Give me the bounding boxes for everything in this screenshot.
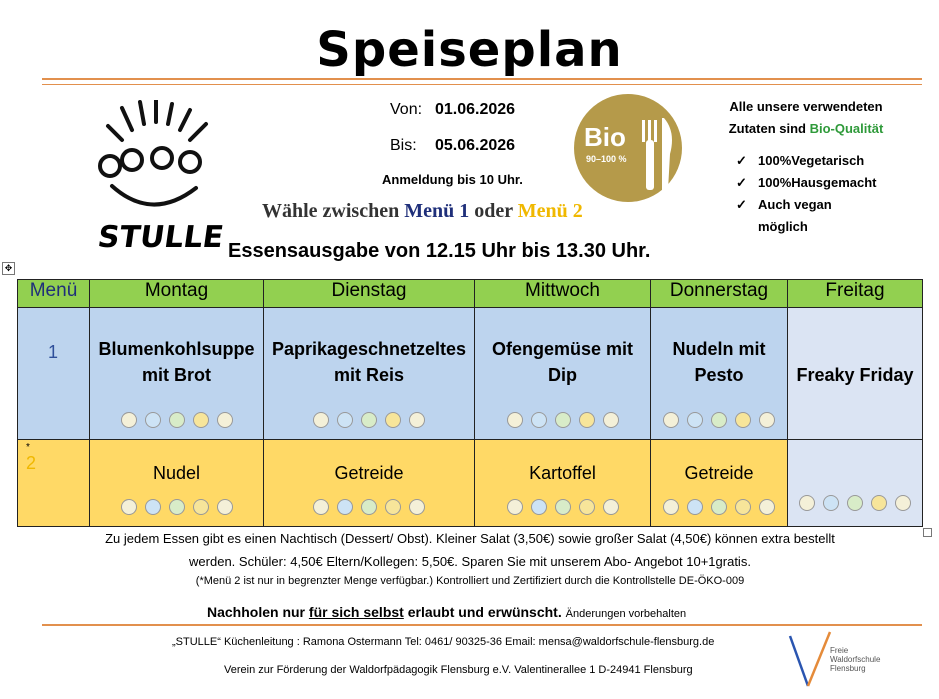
table-header-row: [18, 280, 923, 308]
header-mittwoch: Mittwoch: [475, 280, 651, 308]
feature-item: [736, 150, 877, 172]
allergen-icons: [90, 412, 263, 433]
allergen-icon: [735, 499, 751, 515]
allergen-icon: [121, 499, 137, 515]
allergen-icon: [687, 499, 703, 515]
bio-note-prefix: Zutaten sind: [728, 121, 810, 136]
allergen-icons: [651, 412, 787, 433]
von-label: Von:: [390, 101, 423, 118]
bio-note-line2: [716, 118, 896, 140]
menu2-freitag: [788, 439, 923, 526]
choice-middle: oder: [469, 200, 518, 222]
menu2-mittwoch: [475, 439, 651, 526]
dish-label: Ofengemüse mit Dip: [491, 339, 634, 386]
smiley-face-icon: [92, 100, 222, 230]
feature-item: [736, 194, 848, 238]
choice-menu2: Menü 2: [517, 200, 583, 222]
allergen-icons: [475, 412, 650, 433]
school-name-line: Waldorfschule: [830, 655, 881, 664]
allergen-icon: [711, 412, 727, 428]
waldorf-v-icon: [786, 630, 836, 694]
allergen-icon: [385, 499, 401, 515]
allergen-icon: [603, 412, 619, 428]
header-freitag: Freitag: [788, 280, 923, 308]
allergen-icon: [823, 495, 839, 511]
allergen-icon: [687, 412, 703, 428]
menu-table: [17, 279, 923, 527]
allergen-icons: [264, 412, 474, 433]
dish-label: Nudel: [152, 462, 201, 483]
waldorfschule-logo: [786, 630, 906, 694]
allergen-icon: [409, 499, 425, 515]
menu2-number: 2: [26, 452, 37, 473]
allergen-icon: [169, 499, 185, 515]
choice-prefix: Wähle zwischen: [262, 200, 405, 222]
allergen-icon: [217, 412, 233, 428]
title-rule-thin: [42, 84, 922, 85]
title-rule: [42, 78, 922, 80]
anmeldung-note: Anmeldung bis 10 Uhr.: [382, 172, 523, 187]
dish-label: Kartoffel: [529, 462, 596, 483]
feature-label: 100%Vegetarisch: [758, 153, 865, 168]
allergen-icon: [799, 495, 815, 511]
feature-list: [736, 150, 877, 238]
allergen-icons: [90, 499, 263, 520]
stulle-logo: [92, 100, 226, 260]
allergen-icon: [555, 412, 571, 428]
school-name-line: Freie: [830, 646, 849, 655]
feature-item: [736, 172, 877, 194]
contact-line: „STULLE“ Küchenleitung : Ramona Ostermann Tel: 0461/ 90325-36 Email: mensa@waldorfschule-flensburg.de: [172, 636, 715, 648]
allergen-icons: [264, 499, 474, 520]
allergen-icon: [735, 412, 751, 428]
allergen-icon: [555, 499, 571, 515]
allergen-icon: [361, 499, 377, 515]
allergen-icons: [788, 495, 922, 516]
allergen-icon: [169, 412, 185, 428]
allergen-icon: [361, 412, 377, 428]
allergen-icons: [651, 499, 787, 520]
allergen-icon: [337, 412, 353, 428]
feature-label: Auch vegan möglich: [758, 197, 832, 234]
allergen-icon: [579, 499, 595, 515]
check-icon: ✓: [736, 153, 747, 168]
table-resize-handle-icon[interactable]: [923, 528, 932, 537]
menu1-montag: [90, 308, 264, 440]
allergen-icons: [475, 499, 650, 520]
header-dienstag: Dienstag: [264, 280, 475, 308]
page-title: Speiseplan: [316, 22, 623, 78]
check-icon: ✓: [736, 175, 747, 190]
bio-badge-text: Bio: [584, 122, 626, 152]
choice-menu1: Menü 1: [404, 200, 470, 222]
friday-label: Freaky Friday: [796, 365, 914, 386]
bis-label: Bis:: [390, 137, 417, 154]
allergen-icon: [193, 499, 209, 515]
aenderungen-note: Änderungen vorbehalten: [565, 608, 687, 620]
allergen-icon: [871, 495, 887, 511]
menu1-mittwoch: [475, 308, 651, 440]
allergen-icon: [531, 412, 547, 428]
nachholen-prefix: Nachholen nur: [207, 604, 309, 620]
bis-date: 05.06.2026: [435, 137, 516, 154]
check-icon: ✓: [736, 197, 747, 212]
bio-note-highlight: Bio-Qualität: [809, 121, 884, 136]
menu1-freitag: [788, 308, 923, 440]
allergen-icon: [759, 499, 775, 515]
allergen-icon: [217, 499, 233, 515]
bio-note-line1: Alle unsere verwendeten: [729, 99, 883, 114]
dish-label: Blumenkohlsuppe mit Brot: [98, 339, 255, 386]
allergen-icon: [313, 412, 329, 428]
school-name: [830, 646, 880, 673]
allergen-icon: [409, 412, 425, 428]
allergen-icon: [711, 499, 727, 515]
footer-rule: [42, 624, 922, 626]
menu1-label-cell: [18, 308, 90, 440]
nachholen-underline: für sich selbst: [308, 604, 404, 620]
school-name-line: Flensburg: [830, 664, 866, 673]
allergen-icon: [385, 412, 401, 428]
stulle-logo-text: STULLE: [95, 220, 226, 255]
menu2-montag: [90, 439, 264, 526]
table-row-menu1: [18, 308, 923, 440]
allergen-icon: [531, 499, 547, 515]
dish-label: Getreide: [334, 462, 404, 483]
allergen-icon: [663, 412, 679, 428]
table-move-handle-icon[interactable]: ✥: [2, 262, 15, 275]
allergen-icon: [145, 499, 161, 515]
header-montag: Montag: [90, 280, 264, 308]
dish-label: Nudeln mit Pesto: [672, 339, 766, 386]
bio-badge: [572, 92, 684, 204]
allergen-icon: [895, 495, 911, 511]
menu1-number: 1: [48, 342, 59, 363]
allergen-icon: [145, 412, 161, 428]
table-row-menu2: [18, 439, 923, 526]
allergen-icon: [847, 495, 863, 511]
menu2-dienstag: [264, 439, 475, 526]
header-menu: Menü: [18, 280, 90, 308]
allergen-icon: [759, 412, 775, 428]
nachholen-suffix: erlaubt und erwünscht.: [403, 604, 562, 620]
footer-line1: Zu jedem Essen gibt es einen Nachtisch (Dessert/ Obst). Kleiner Salat (3,50€) sowie großer Salat (4,50€) können extra bestellt: [105, 531, 835, 546]
allergen-icon: [507, 499, 523, 515]
allergen-icon: [337, 499, 353, 515]
allergen-icon: [313, 499, 329, 515]
ausgabe-time: Essensausgabe von 12.15 Uhr bis 13.30 Uhr.: [228, 240, 651, 262]
von-date: 01.06.2026: [435, 101, 516, 118]
dish-label: Getreide: [684, 462, 754, 483]
menu-choice-line: [262, 200, 583, 223]
nachholen-note: [207, 604, 686, 620]
verein-line: Verein zur Förderung der Waldorfpädagogik Flensburg e.V. Valentinerallee 1 D-24941 Flensburg: [224, 664, 693, 676]
allergen-icon: [663, 499, 679, 515]
menu2-marker: *: [26, 441, 30, 453]
bio-note: [716, 96, 896, 140]
footer-line2: werden. Schüler: 4,50€ Eltern/Kollegen: 5,50€. Sparen Sie mit unserem Abo- Angebot 10+1gratis.: [189, 554, 751, 569]
bio-badge-range: 90–100 %: [586, 154, 627, 164]
allergen-icon: [579, 412, 595, 428]
allergen-icon: [193, 412, 209, 428]
footer-line3: (*Menü 2 ist nur in begrenzter Menge verfügbar.) Kontrolliert und Zertifiziert durch die Kontrollstelle DE-ÖKO-009: [195, 575, 745, 587]
menu2-donnerstag: [651, 439, 788, 526]
header-donnerstag: Donnerstag: [651, 280, 788, 308]
allergen-icon: [507, 412, 523, 428]
allergen-icon: [603, 499, 619, 515]
menu1-dienstag: [264, 308, 475, 440]
allergen-icon: [121, 412, 137, 428]
menu2-label-cell: [18, 439, 90, 526]
dish-label: Paprikageschnetzeltes mit Reis: [271, 339, 467, 386]
menu1-donnerstag: [651, 308, 788, 440]
feature-label: 100%Hausgemacht: [758, 175, 877, 190]
